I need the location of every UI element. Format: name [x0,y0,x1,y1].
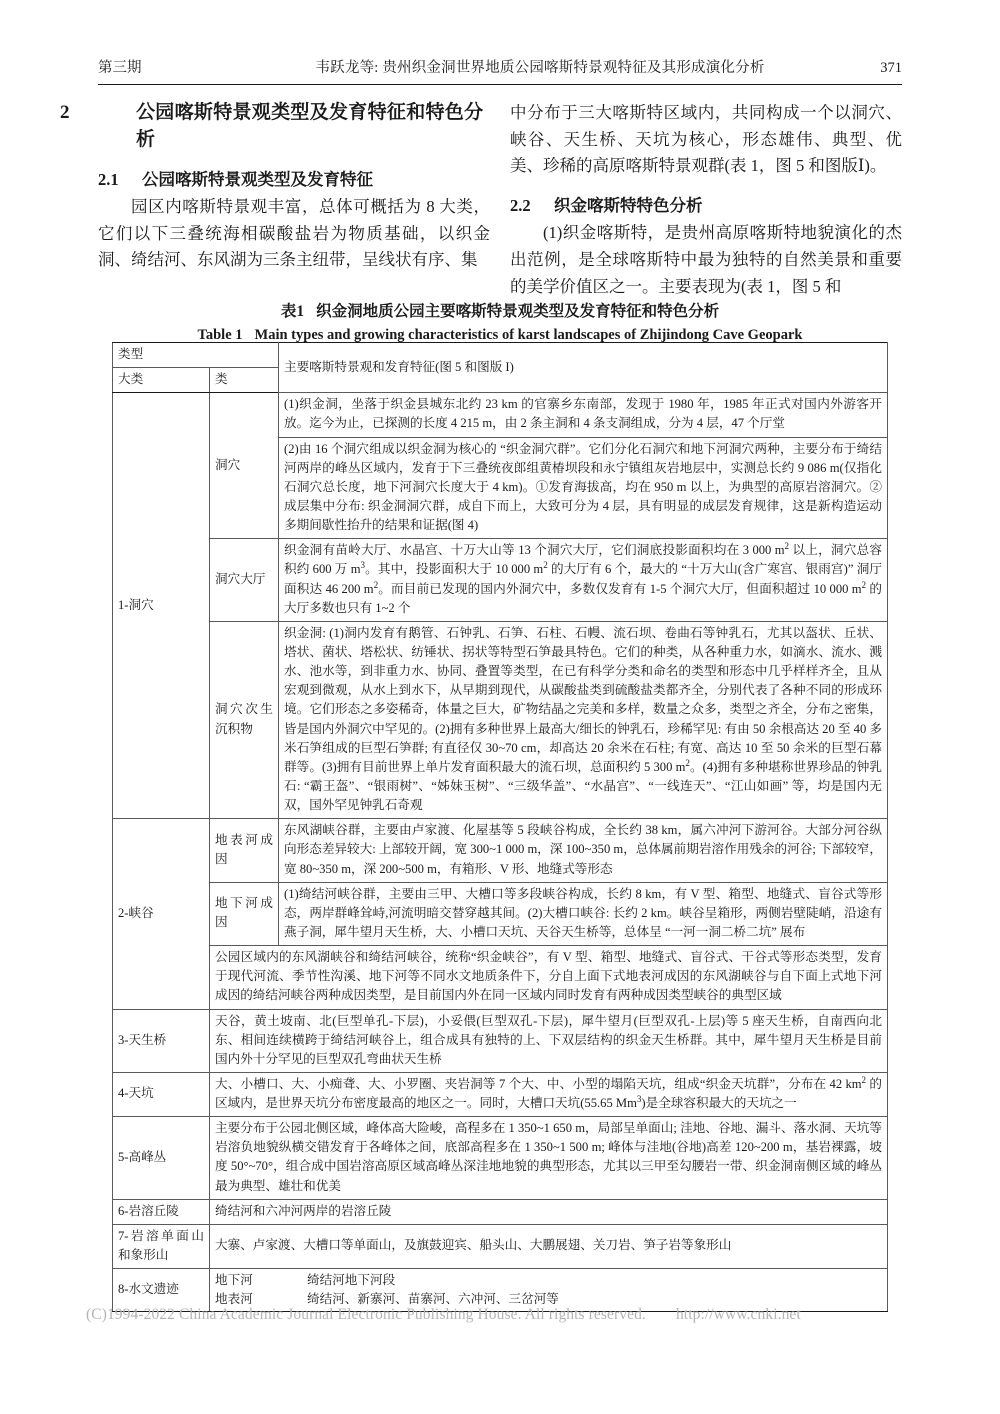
header-minor-class: 类 [210,368,279,393]
table-row [113,1269,888,1312]
minor-class-cell: 洞穴次生沉积物 [210,621,279,818]
description-cell: 天谷，黄土坡南、北(巨型单孔-下层)，小妥偎(巨型双孔-下层)，犀牛望月(巨型双孔-上层)等 5 座天生桥，自南西向北东、相间连续横跨于绮结河峡谷上，组合成具有独特的上、下双层结构的织金天生桥群。其中，犀牛望月天生桥是目前国内外十分罕见的巨型双孔弯曲状天生桥 [210,1009,888,1072]
section-heading [60,100,490,154]
subsection-number: 2.2 [510,196,531,216]
major-class-cell: 2-峡谷 [113,819,210,1009]
minor-class-cell: 地表河成因 [210,819,279,882]
subsection-number: 2.1 [98,169,119,189]
minor-class-cell: 地下河成因 [210,882,279,945]
description-cell: 织金洞: (1)洞内发育有鹅管、石钟乳、石笋、石柱、石幔、流石坝、卷曲石等钟乳石，尤其以盔状、丘状、塔状、菌状、塔松状、纺锤状、拐状等特型石笋最具特色。它们的种类，从各种重力水，如滴水、流水、溅水、池水等，到非重力水、协同、叠置等类型，在已有科学分类和命名的类型和形态中几乎样样齐全，且从宏观到微观，从水上到水下，从早期到现代，从碳酸盐类到硫酸盐类都齐全，分别代表了各种不同的形成环境。它们形态之多姿稀奇，体量之巨大，矿物结晶之完美和多样，数量之众多，类型之齐全，分布之密集，皆是国内外洞穴中罕见的。(2)拥有多种世界上最高大/细长的钟乳石，珍稀罕见: 有由 50 余根高达 20 至 40 多米石笋组成的巨型石笋群; 有直径仅 30~70 cm，却高达 20 余米在石柱; 有宽、高达 10 至 50 余米的巨型石幕群等。(3)拥有目前世界上单片发育面积最大的流石坝，总面积约 5 300 $m^2$。(4)拥有多种堪称世界珍品的钟乳石: “霸王盔”、“银雨树”、“姊妹玉树”、“三级华盖”、“水晶宫”、“一线连天”、“江山如画” 等，均是国内无双，国外罕见钟乳石奇观 [279,621,888,818]
description-cell: (1)织金洞，坐落于织金县城东北约 23 km 的官寨乡东南部，发现于 1980 年，1985 年正式对国内外游客开放。迄今为止，已探测的长度 4 215 m，由 2 条主洞和 4 条支洞组成，分为 4 层，47 个厅堂 [279,393,888,437]
table-row [113,621,888,818]
watermark-url: http://www.cnki.net [675,1306,801,1323]
running-head-issue: 第三期 [98,60,142,76]
description-cell: (2)由 16 个洞穴组成以织金洞为核心的 “织金洞穴群”。它们分化石洞穴和地下河洞穴两种，主要分布于绮结河两岸的峰丛区域内，发育于下三叠统夜郎组黄椿坝段和永宁镇组灰岩地层中，实测总长约 9 086 m(仅指化石洞穴总长度，地下河洞穴长度大于 4 km)。①发育海拔高，均在 950 m 以上，为典型的高原岩溶洞穴。②成层集中分布: 织金洞洞穴群，成自下而上，大致可分为 4 层，具有明显的成层发育规律，这是新构造运动多期间歇性抬升的结果和证据(图 4) [279,437,888,539]
left-column-paragraph: 园区内喀斯特景观丰富，总体可概括为 8 大类，它们以下三叠统海相碳酸盐岩为物质基础，以织金洞、绮结河、东风湖为三条主纽带，呈线状有序、集 [98,196,490,270]
section-title: 公园喀斯特景观类型及发育特征和特色分析 [136,102,484,150]
right-column [510,100,902,300]
running-head-title: 韦跃龙等: 贵州织金洞世界地质公园喀斯特景观特征及其形成演化分析 [315,60,765,76]
table-caption-cn [98,300,902,324]
table-row [113,819,888,882]
table-row [113,882,888,945]
table-row [113,1199,888,1224]
minor-class-cell: 洞穴 [210,393,279,539]
hydrology-sub-row [215,1271,882,1290]
description-cell: 主要分布于公园北侧区域，峰体高大险峻，高程多在 1 350~1 650 m，局部呈单面山; 洼地、谷地、漏斗、落水洞、天坑等岩溶负地貌纵横交错发育于各峰体之间，底部高程多在 1 350~1 500 m; 峰体与洼地(谷地)高差 120~200 m，基岩裸露，坡度 50°~70°，组合成中国岩溶高原区域高峰丛深洼地地貌的典型形态，尤其以三甲至勾腰岩一带、织金洞南侧区域的峰丛最为典型、雄壮和优美 [210,1117,888,1200]
watermark-text: (C)1994-2022 China Academic Journal Electronic Publishing House. All rights reserved. [86,1306,646,1323]
table-caption-en-label: Table 1 [197,327,243,344]
hydrology-sub-value: 绮结河、新寨河、苗寨河、六冲河、三岔河等 [307,1292,559,1307]
table-row [113,1117,888,1200]
table-row [113,1224,888,1268]
header-major-class: 大类 [113,368,210,393]
running-head [98,56,902,82]
subsection-title: 公园喀斯特景观类型及发育特征 [142,169,373,189]
description-cell: 东风湖峡谷群，主要由卢家渡、化屋基等 5 段峡谷构成，全长约 38 km，属六冲河下游河谷。大部分河谷纵向形态差异较大: 上部较开阔，宽 300~1 000 m，深 100~350 m，总体属前期岩溶作用残余的河谷; 下部较窄，宽 80~350 m，深 200~500 m，有箱形、V 形、地缝式等形态 [279,819,888,882]
right-column-paragraph: (1)织金喀斯特，是贵州高原喀斯特地貌演化的杰出范例，是全球喀斯特中最为独特的自然美景和重要的美学价值区之一。主要表现为(表 1，图 5 和 [510,223,902,296]
description-cell: (1)绮结河峡谷群，主要由三甲、大槽口等多段峡谷构成，长约 8 km，有 V 型、箱型、地缝式、盲谷式等形态，两岸群峰耸峙,河流明暗交替穿越其间。(2)大槽口峡谷: 长约 2 km。峡谷呈箱形，两侧岩壁陡峭，沿途有燕子洞，犀牛望月天生桥，大、小槽口天坑、天谷天生桥等，总体呈 “一河一洞二桥二坑” 展布 [279,882,888,945]
table-caption-cn-text: 织金洞地质公园主要喀斯特景观类型及发育特征和特色分析 [316,303,720,320]
description-cell [210,1269,888,1312]
body-columns [60,100,902,300]
table-row [113,539,888,622]
header-description: 主要喀斯特景观和发育特征(图 5 和图版 I) [279,343,888,393]
hydrology-sub-row [215,1290,882,1309]
major-class-cell: 8-水文遗迹 [113,1269,210,1312]
section-number: 2 [60,102,70,123]
subsection-title: 织金喀斯特特色分析 [554,196,703,216]
running-head-rule [98,84,902,85]
major-class-cell: 1-洞穴 [113,393,210,819]
karst-landscape-table [112,342,888,1312]
hydrology-sub-key: 地表河 [215,1292,253,1307]
table-caption-cn-label: 表1 [280,303,305,320]
page-number: 371 [880,60,902,76]
major-class-cell: 4-天坑 [113,1072,210,1116]
table-row [113,946,888,1009]
minor-class-cell: 洞穴大厅 [210,539,279,622]
hydrology-sub-value: 绮结河地下河段 [307,1273,396,1288]
left-column [60,100,490,300]
table-caption [98,300,902,347]
description-cell: 绮结河和六冲河两岸的岩溶丘陵 [210,1199,888,1224]
table-caption-en-text: Main types and growing characteristics of karst landscapes of Zhijindong Cave Geopark [254,327,803,344]
table-row [113,1009,888,1072]
table-row [113,393,888,437]
subsection-heading-2-1 [98,168,490,192]
major-class-cell: 7-岩溶单面山和象形山 [113,1224,210,1268]
right-column-paragraph-continued: 中分布于三大喀斯特区域内，共同构成一个以洞穴、峡谷、天生桥、天坑为核心，形态雄伟、典型、优美、珍稀的高原喀斯特景观群(表 1，图 5 和图版Ⅰ)。 [510,103,902,176]
description-cell: 大寨、卢家渡、大槽口等单面山，及旗鼓迎宾、船头山、大鹏展翅、关刀岩、笋子岩等象形山 [210,1224,888,1268]
subsection-heading-2-2 [510,194,902,218]
header-type-group: 类型 [113,343,279,368]
table-header-row-group [113,343,888,368]
major-class-cell: 3-天生桥 [113,1009,210,1072]
table-row [113,1072,888,1116]
major-class-cell: 5-高峰丛 [113,1117,210,1200]
major-class-cell: 6-岩溶丘陵 [113,1199,210,1224]
description-cell: 大、小槽口、大、小痴聋、大、小罗圈、夹岩洞等 7 个大、中、小型的塌陷天坑，组成“织金天坑群”，分布在 42 $km^2$ 的区域内，是世界天坑分布密度最高的地区之一。同时，大槽口天坑(55.65 Mm$^3$)是全球容积最大的天坑之一 [210,1072,888,1116]
hydrology-sub-key: 地下河 [215,1273,253,1288]
description-cell: 织金洞有苗岭大厅、水晶宫、十万大山等 13 个洞穴大厅，它们洞底投影面积均在 3 000 $m^2$ 以上，洞穴总容积约 600 万 $m^3$。其中，投影面积大于 10 000 $m^2$ 的大厅有 6 个，最大的 “十万大山(含广寒宫、银雨宫)” 洞厅面积达 46 200 $m^2$。而目前已发现的国内外洞穴中，多数仅发育有 1-5 个洞穴大厅，但面积超过 10 000 $m^2$ 的大厅多数也只有 1~2 个 [279,539,888,622]
description-cell: 公园区域内的东风湖峡谷和绮结河峡谷，统称“织金峡谷”，有 V 型、箱型、地缝式、盲谷式、干谷式等形态类型，发育于现代河流、季节性沟溪、地下河等不同水文地质条件下，分自上面下式地表河成因的东风湖峡谷与自下面上式地下河成因的绮结河峡谷两种成因类型，是目前国内外在同一区域内同时发育有两种成因类型峡谷的典型区域 [210,946,888,1009]
